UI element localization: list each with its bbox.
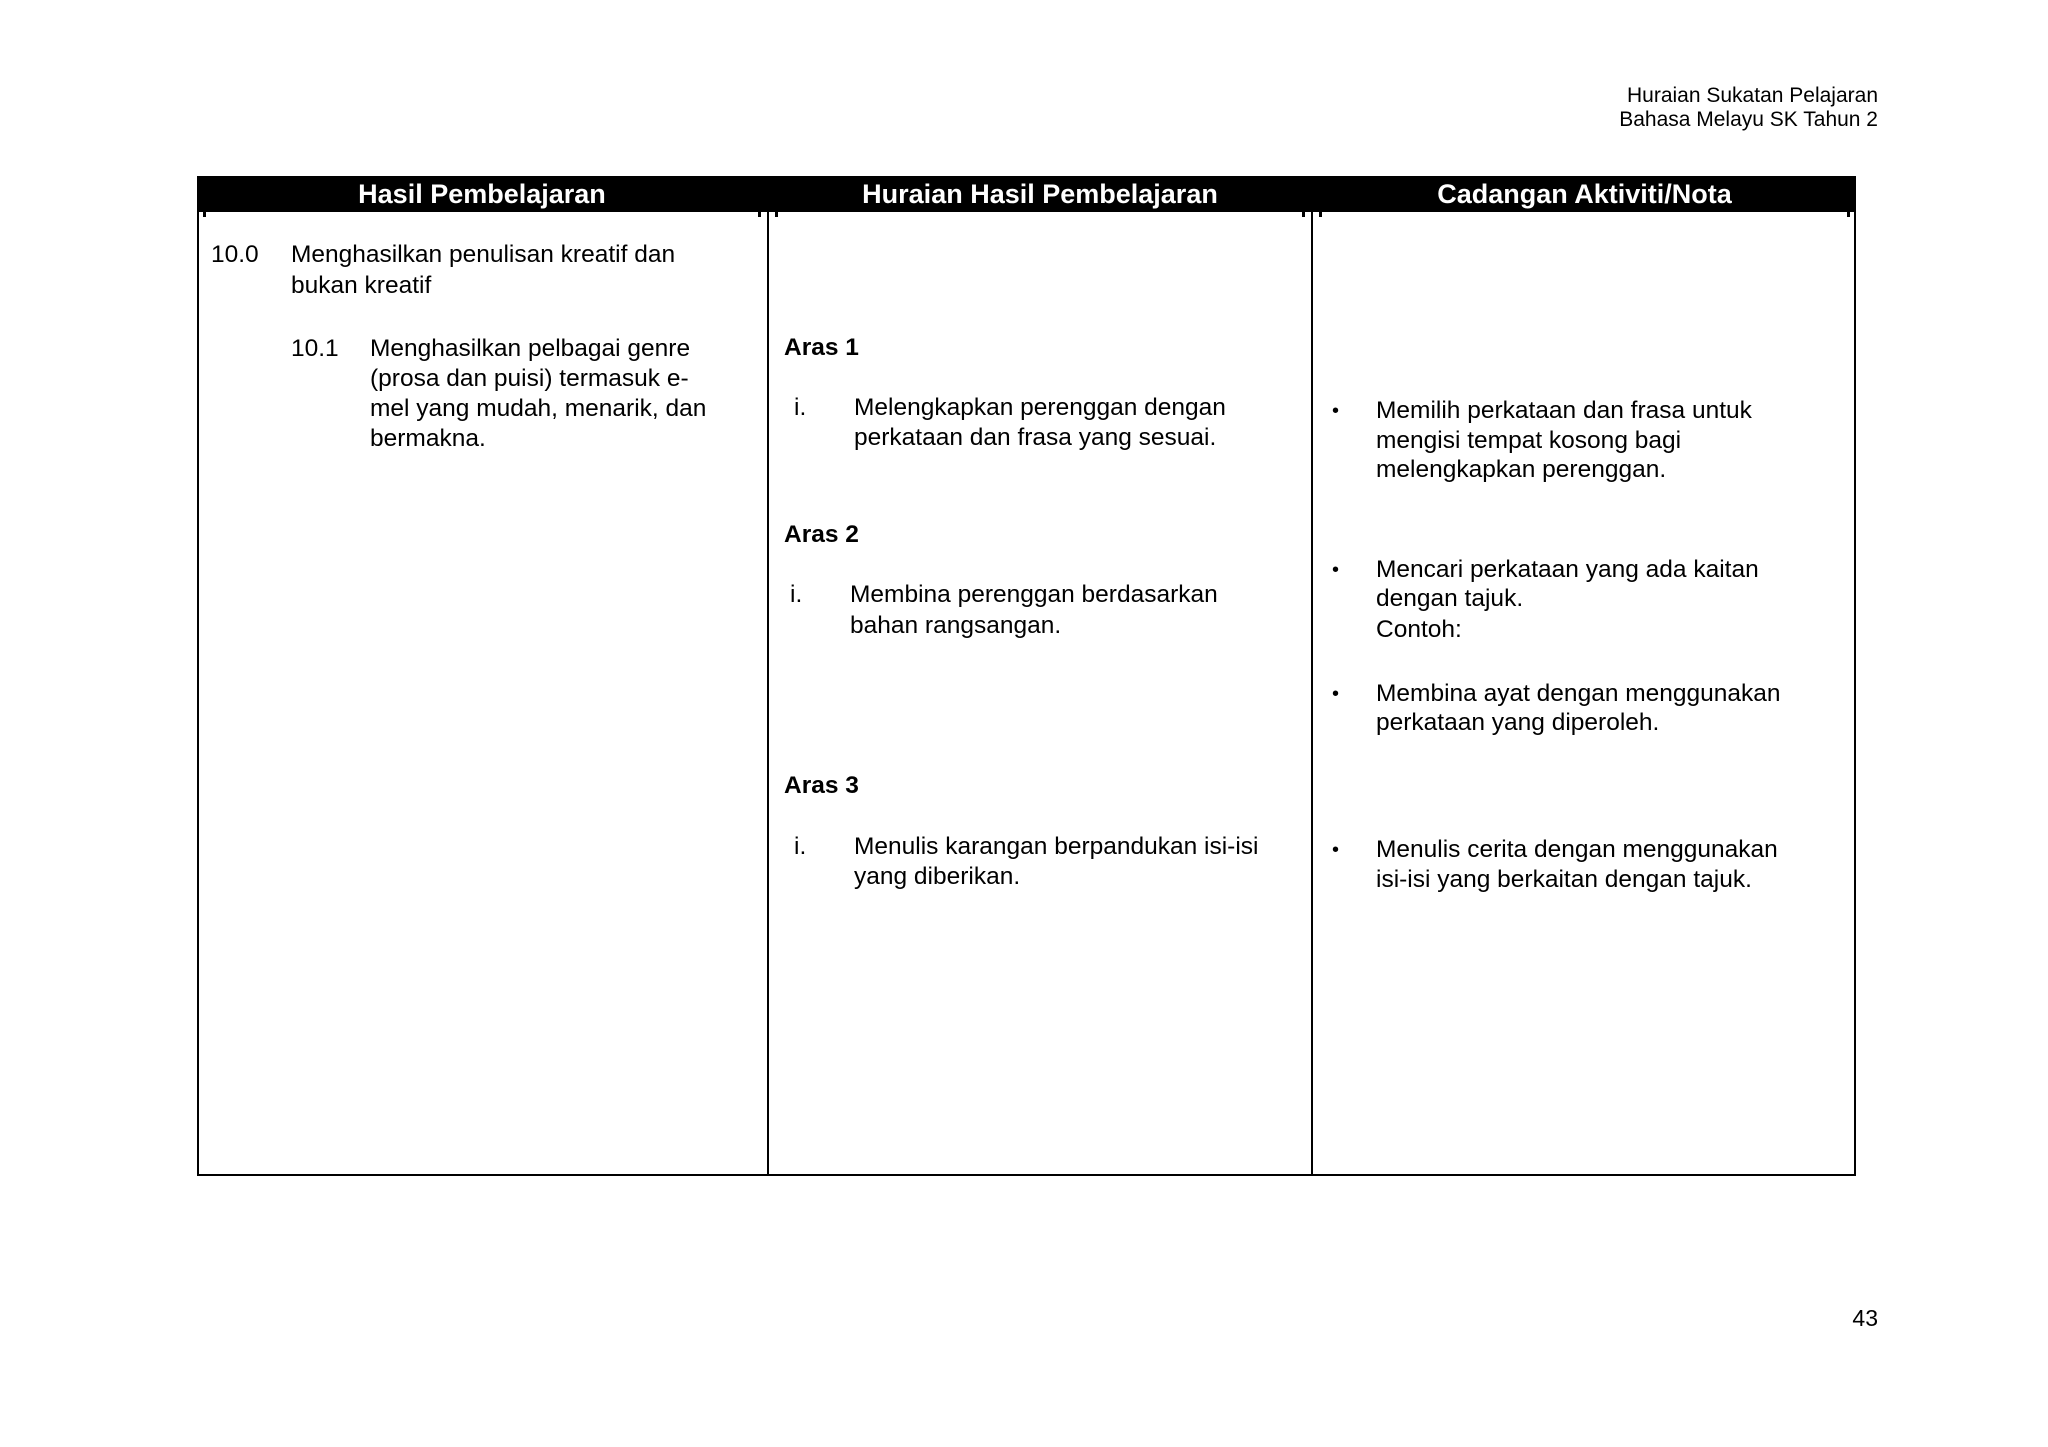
level-1-line1: Melengkapkan perenggan dengan xyxy=(854,394,1226,421)
column-divider-2 xyxy=(1311,176,1313,1176)
level-2-title: Aras 2 xyxy=(784,521,859,548)
outcome-number: 10.0 xyxy=(211,241,259,268)
activity-4-line1: Menulis cerita dengan menggunakan xyxy=(1376,836,1778,863)
bullet-icon: • xyxy=(1332,683,1340,705)
level-3-line1: Menulis karangan berpandukan isi-isi xyxy=(854,833,1259,860)
outcome-text-line1: Menghasilkan penulisan kreatif dan xyxy=(291,241,676,268)
page-number: 43 xyxy=(1852,1305,1878,1331)
activity-2-line1: Mencari perkataan yang ada kaitan xyxy=(1376,556,1759,583)
bullet-icon: • xyxy=(1332,559,1340,581)
level-1-line2: perkataan dan frasa yang sesuai. xyxy=(854,424,1217,451)
sub-outcome-number: 10.1 xyxy=(291,335,339,362)
running-header-line2: Bahasa Melayu SK Tahun 2 xyxy=(1619,108,1878,131)
column-header-cadangan: Cadangan Aktiviti/Nota xyxy=(1313,176,1856,212)
column-divider-1 xyxy=(767,176,769,1176)
bullet-icon: • xyxy=(1332,839,1340,861)
activity-3-line1: Membina ayat dengan menggunakan xyxy=(1376,680,1781,707)
syllabus-table xyxy=(197,176,1856,1176)
running-header xyxy=(1619,84,1878,132)
activity-1-line1: Memilih perkataan dan frasa untuk xyxy=(1376,397,1752,424)
activity-1-line3: melengkapkan perenggan. xyxy=(1376,456,1667,483)
sub-outcome-line2: (prosa dan puisi) termasuk e- xyxy=(370,365,689,392)
activity-1-line2: mengisi tempat kosong bagi xyxy=(1376,427,1682,454)
sub-outcome-line3: mel yang mudah, menarik, dan xyxy=(370,395,707,422)
level-2-marker: i. xyxy=(790,581,803,608)
running-header-line1: Huraian Sukatan Pelajaran xyxy=(1627,84,1878,107)
sub-outcome-line4: bermakna. xyxy=(370,425,486,452)
outcome-text-line2: bukan kreatif xyxy=(291,272,432,299)
level-3-title: Aras 3 xyxy=(784,772,859,799)
level-1-marker: i. xyxy=(794,394,807,421)
sub-outcome-line1: Menghasilkan pelbagai genre xyxy=(370,335,691,362)
column-header-huraian: Huraian Hasil Pembelajaran xyxy=(769,176,1311,212)
activity-3-line2: perkataan yang diperoleh. xyxy=(1376,709,1660,736)
level-2-line2: bahan rangsangan. xyxy=(850,612,1062,639)
level-2-line1: Membina perenggan berdasarkan xyxy=(850,581,1218,608)
activity-2-line3: Contoh: xyxy=(1376,616,1462,643)
activity-4-line2: isi-isi yang berkaitan dengan tajuk. xyxy=(1376,866,1752,893)
activity-2-line2: dengan tajuk. xyxy=(1376,585,1524,612)
level-3-line2: yang diberikan. xyxy=(854,863,1021,890)
bullet-icon: • xyxy=(1332,400,1340,422)
column-header-hasil: Hasil Pembelajaran xyxy=(197,176,767,212)
level-1-title: Aras 1 xyxy=(784,334,859,361)
level-3-marker: i. xyxy=(794,833,807,860)
